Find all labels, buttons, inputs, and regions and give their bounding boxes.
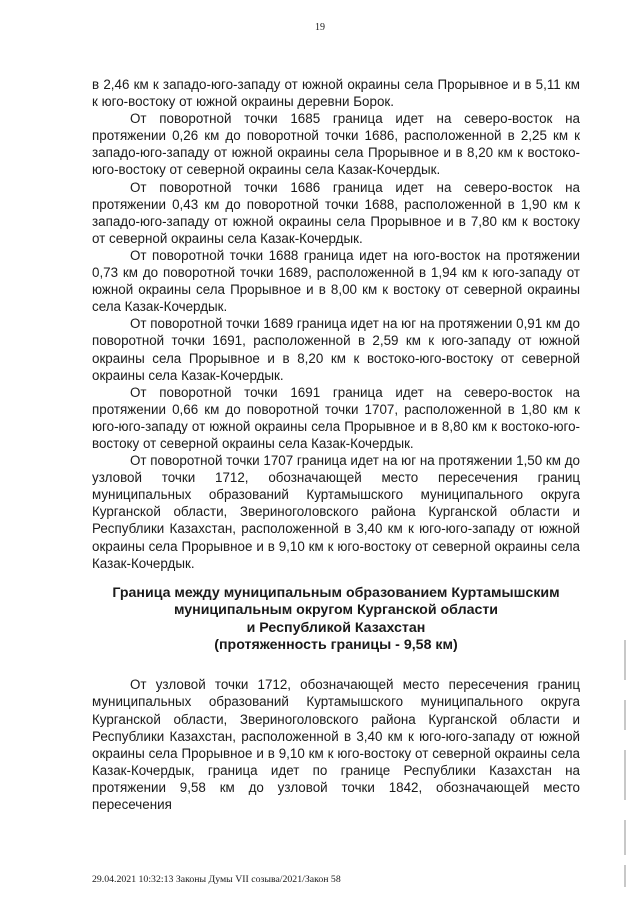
document-body <box>92 76 580 813</box>
paragraph-point-1689: От поворотной точки 1689 граница идет на юг на протяжении 0,91 км до поворотной точки 1691, расположенной в 2,59 км к юго-западу от южной окраины села Прорывное и в 8,20 км к востоко-юго-востоку от северной окраины села Казак-Кочердык. <box>92 316 580 383</box>
heading-line: (протяженность границы - 9,58 км) <box>214 636 458 653</box>
heading-line: Граница между муниципальным образованием Куртамышским <box>112 584 560 601</box>
page-number: 19 <box>315 22 325 33</box>
paragraph-point-1691: От поворотной точки 1691 граница идет на северо-восток на протяжении 0,66 км до поворотной точки 1707, расположенной в 1,80 км к юго-юго-западу от южной окраины села Прорывное и в 8,80 км к востоко-юго-востоку от северной окраины села Казак-Кочердык. <box>92 384 580 451</box>
paragraph-point-1688: От поворотной точки 1688 граница идет на юго-восток на протяжении 0,73 км до поворотной точки 1689, расположенной в 1,94 км к юго-западу от южной окраины села Прорывное и в 8,00 км к востоку от северной окраины села Казак-Кочердык. <box>92 247 580 315</box>
paragraph-point-1685: От поворотной точки 1685 граница идет на северо-восток на протяжении 0,26 км до поворотной точки 1686, расположенной в 2,25 км к западо-юго-западу от южной окраины села Прорывное и в 8,20 км к востоко-юго-востоку от северной окраины села Казак-Кочердык. <box>92 111 580 178</box>
paragraph-point-1712: От узловой точки 1712, обозначающей место пересечения границ муниципальных образований Куртамышского муниципального округа Курганской области, Звериноголовского района Курганской области и Республики Казахстан, расположенной в 3,40 км к юго-юго-западу от южной окраины села Прорывное и в 9,10 км к юго-востоку от северной окраины села Казак-Кочердык, граница идет по границе Республики Казахстан на протяжении 9,58 км до узловой точки 1842, обозначающей место пересечения <box>92 677 580 812</box>
document-footer: 29.04.2021 10:32:13 Законы Думы VII созыва/2021/Закон 58 <box>92 874 341 885</box>
heading-line: и Республикой Казахстан <box>246 619 426 636</box>
margin-stamp-marks <box>622 640 632 890</box>
section-heading <box>92 585 580 655</box>
paragraph-point-1707: От поворотной точки 1707 граница идет на юг на протяжении 1,50 км до узловой точки 1712, обозначающей место пересечения границ муниципальных образований Куртамышского муниципального округа Курганской области, Звериноголовского района Курганской области и Республики Казахстан, расположенной в 3,40 км к юго-юго-западу от южной окраины села Прорывное и в 9,10 км к юго-востоку от северной окраины села Казак-Кочердык. <box>92 453 580 571</box>
paragraph-continuation: в 2,46 км к западо-юго-западу от южной окраины села Прорывное и в 5,11 км к юго-востоку от южной окраины деревни Борок. <box>92 77 580 110</box>
paragraph-point-1686: От поворотной точки 1686 граница идет на северо-восток на протяжении 0,43 км до поворотной точки 1688, расположенной в 1,90 км к западо-юго-западу от южной окраины села Прорывное и в 7,80 км к востоку от северной окраины села Казак-Кочердык. <box>92 179 580 246</box>
heading-line: муниципальным округом Курганской области <box>173 602 499 619</box>
